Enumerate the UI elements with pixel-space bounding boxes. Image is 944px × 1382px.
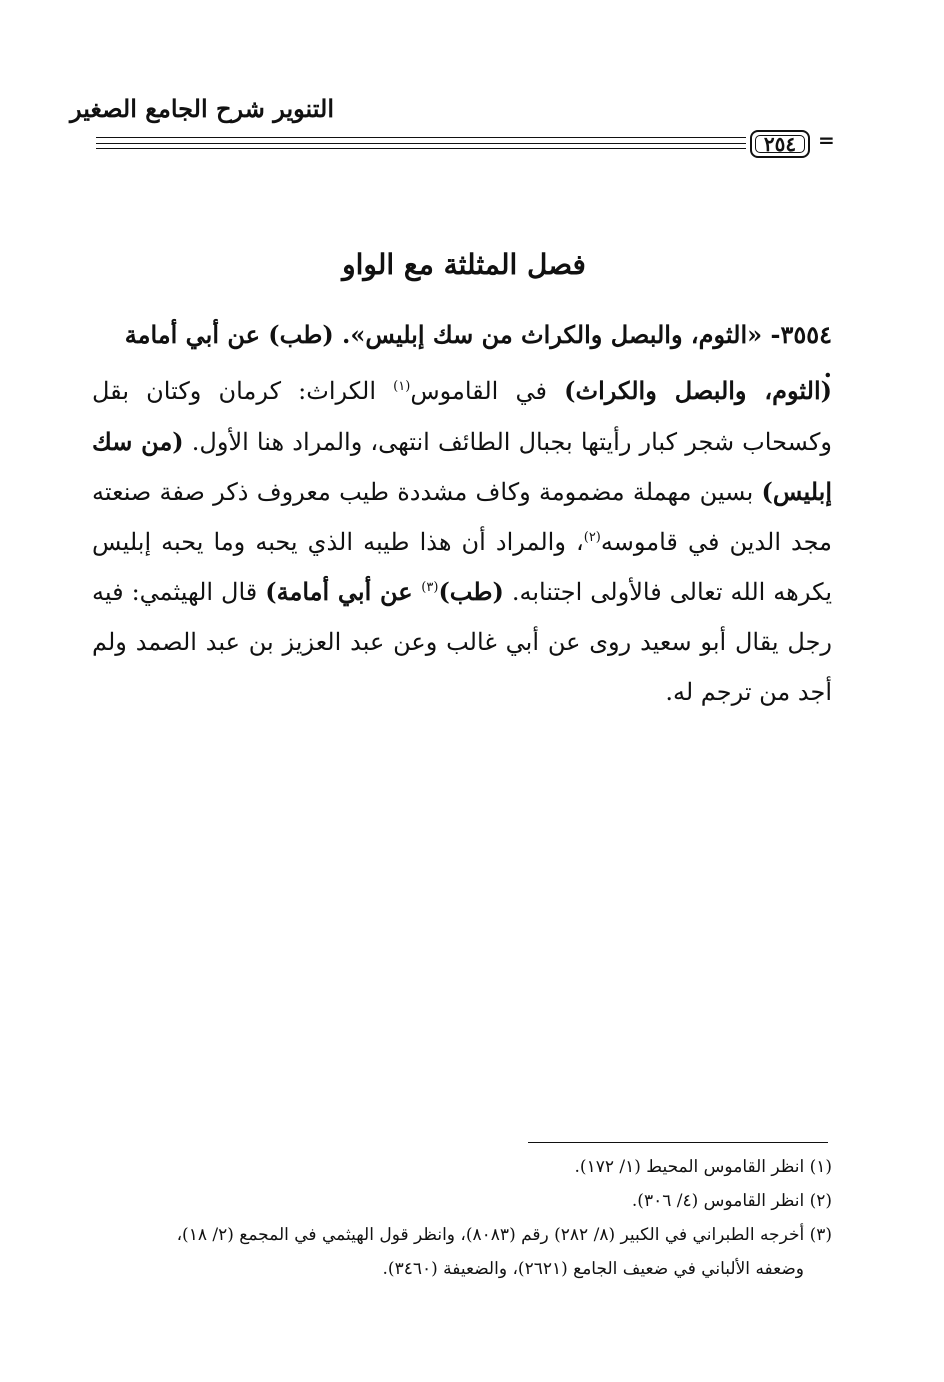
footnote-ref[interactable]: (٣) xyxy=(421,580,439,596)
commentary-bold: (من سك إبليس) xyxy=(92,426,832,507)
rule-line xyxy=(96,143,746,144)
commentary-text: بسين مهملة مضمومة وكاف مشددة طيب معروف ذكر صفة صنعته مجد الدين في قاموسه xyxy=(92,478,832,556)
rule-line xyxy=(96,137,746,138)
footnotes xyxy=(92,1150,832,1286)
running-title: التنوير شرح الجامع الصغير xyxy=(70,94,334,123)
footnote-item: (١) انظر القاموس المحيط (١/ ١٧٢). xyxy=(574,1157,832,1177)
header-rule xyxy=(96,128,836,162)
commentary xyxy=(92,366,832,717)
footnote-item: (٣) أخرجه الطبراني في الكبير (٨/ ٢٨٢) رقم (٨٠٨٣)، وانظر قول الهيثمي في المجمع (٢/ ١٨)، xyxy=(176,1225,832,1245)
commentary-text: ، والمراد أن هذا طيبه الذي يحبه وما يحبه إبليس يكرهه الله تعالى فالأولى اجتنابه. xyxy=(92,527,833,607)
commentary-text: في القاموس xyxy=(410,377,565,405)
footnote-ref[interactable]: (٢) xyxy=(583,529,601,545)
footnote-separator xyxy=(528,1142,828,1143)
rule-tail-mark: = xyxy=(818,128,835,152)
commentary-text: الكراث: كرمان وكتان بقل وكسحاب شجر كبار رأيتها بجبال الطائف انتهى، والمراد هنا الأول. xyxy=(92,377,833,456)
footnote-item: (٢) انظر القاموس (٤/ ٣٠٦). xyxy=(631,1191,832,1211)
commentary-bold: (طب) xyxy=(438,577,504,607)
page-number: ٢٥٤ xyxy=(750,130,810,158)
commentary-bold: (الثوم، والبصل والكراث) xyxy=(564,376,832,405)
commentary-text: قال الهيثمي: فيه رجل يقال أبو سعيد روى عن أبي غالب وعن عبد العزيز بن عبد الصمد ولم أجد من ترجم له. xyxy=(92,578,832,706)
footnote-ref[interactable]: (١) xyxy=(393,379,411,394)
footnote-item: وضعفه الألباني في ضعيف الجامع (٢٦٢١)، والضعيفة (٣٤٦٠). xyxy=(382,1259,804,1279)
hadith-text: ٣٥٥٤- «الثوم، والبصل والكراث من سك إبليس». (طب) عن أبي أمامة . xyxy=(124,320,832,383)
commentary-bold: عن أبي أمامة) xyxy=(265,577,422,607)
section-title: فصل المثلثة مع الواو xyxy=(342,248,586,281)
rule-line xyxy=(96,148,746,149)
